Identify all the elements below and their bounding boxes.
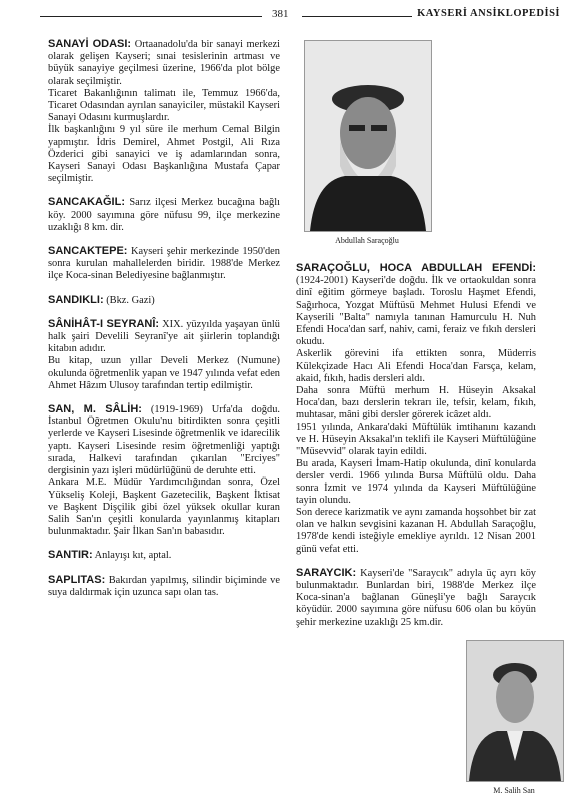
- entry-paragraph: [296, 507, 536, 556]
- entry-paragraph: [48, 355, 280, 392]
- entry: [48, 245, 280, 283]
- entry: [48, 549, 280, 562]
- entry-headword: SANDIKLI:: [48, 293, 104, 306]
- entry-headword: SANAYİ ODASI:: [48, 38, 132, 50]
- entry: [296, 567, 536, 629]
- photo-caption-m-salih-san: M. Salih San: [493, 786, 535, 795]
- entry-headword: SANCAKTEPE:: [48, 245, 128, 258]
- entry-text: Bu arada, Kayseri İmam-Hatip okulunda, dinî konularda dersler verdi. 1966 yılında Bursa Müftülü oldu. Daha sonra İzmit ve 1974 yılında da Kayseri Müftülüğüne tayin olundu.: [296, 458, 536, 506]
- entry-headword: SANCAKAĞIL:: [48, 196, 125, 209]
- entry-paragraph: [48, 549, 280, 562]
- entry-headword: SAPLITAS:: [48, 573, 106, 586]
- entry-paragraph: [48, 403, 280, 477]
- entry-paragraph: [48, 124, 280, 185]
- entry: [48, 38, 280, 185]
- entry: [48, 403, 280, 538]
- entry-text: Kayseri'de "Saraycık" adıyla üç ayrı köy bulunmaktadır. Bunlardan biri, 1988'de Merkez ilçe Koca-sinan'a bağlanan Güneşli'ye bağlı Saraycık köyüdür. 2000 sayımına göre nüfusu 606 olan bu köyün şehir merkezine uzaklığı 25 km.dir.: [296, 567, 536, 628]
- entry-text: Kayseri şehir merkezinde 1950'den sonra kurulan mahallelerden biridir. 1988'de Merkez ilçe Koca-sinan Belediyesine bağlanmıştır.: [48, 246, 280, 282]
- entry: [48, 574, 280, 599]
- entry-text: (Bkz. Gazi): [106, 294, 155, 306]
- entry-headword: SARAYCIK:: [296, 566, 357, 579]
- entry-paragraph: [296, 422, 536, 459]
- photo-abdullah-saracoglu: [304, 40, 432, 232]
- page-number: 381: [272, 8, 289, 20]
- entry-text: Ortaanadolu'da bir sanayi merkezi olarak gelişen Kayseri; sınai tesislerinin artması ve büyük sanayiye geçilmesi üzerine, 1966'da plot bölge olarak seçilmiştir.: [48, 39, 281, 87]
- left-column: [48, 38, 280, 610]
- entry-text: 1951 yılında, Ankara'daki Müftülük imtihanını kazandı ve H. Hüseyin Aksakal'ın teklifi ile Kayseri Müftülüğüne "Müsevvid" olarak tayin edildi.: [296, 421, 536, 458]
- header-title: KAYSERİ ANSİKLOPEDİSİ: [417, 8, 560, 19]
- header-rule-left: [40, 16, 262, 17]
- entry-text: Sarız ilçesi Merkez bucağına bağlı köy. 2000 sayımına göre nüfusu 99, ilçe merkezine uzaklığı 8 km. dir.: [48, 197, 280, 233]
- entry-text: İlk başkanlığını 9 yıl süre ile merhum Cemal Bilgin yapmıştır. İdris Demirel, Ahmet Postgil, Ali Rıza Özderici gibi sanayici ve iş adamlarından sonra, Kayseri Sanayi Odası Başkanlığına Mustafa Çapar seçilmiştir.: [48, 124, 280, 185]
- entry-paragraph: [296, 348, 536, 385]
- photo-m-salih-san: [466, 640, 564, 782]
- right-column: [296, 262, 536, 640]
- entry: [48, 196, 280, 234]
- entry: [48, 318, 280, 392]
- header-rule-right: [302, 16, 412, 17]
- entry-paragraph: [296, 262, 536, 348]
- entry-paragraph: [48, 294, 280, 307]
- entry-headword: SANTIR:: [48, 549, 93, 562]
- entry-paragraph: [296, 458, 536, 507]
- entry-text: (1924-2001) Kayseri'de doğdu. İlk ve ortaokuldan sonra dinî eğitim görmeye başladı. Toroslu Haşmet Efendi, Sağırhoca, Yozgat Müftüsü Mehmet Hulusi Efendi ve Kayserili "Balta" namıyla tanınan Hamurculu H. Nuh Efendi Hoca'dan sarf, nahiv, cami, feraiz ve fıkıh dersleri okudu.: [296, 275, 536, 348]
- entry-paragraph: [48, 318, 280, 356]
- photo-caption-abdullah-saracoglu: Abdullah Saraçoğlu: [335, 236, 399, 245]
- entry-text: Anlayışı kıt, aptal.: [94, 550, 172, 562]
- entry-text: Ankara M.E. Müdür Yardımcılığından sonra, Özel Yükseliş Koleji, Başkent Gazetecilik, Başkent İktisat ve Başkent Dişçilik gibi özel yüksek okullar kuran Salih San'ın çeşitli konularda yayınlanmış kitapları bulunmaktadır. Şair İlkan San'ın babasıdır.: [48, 477, 280, 538]
- entry-text: Askerlik görevini ifa ettikten sonra, Müderris Külekçizade Hacı Ali Efendi Hoca'dan Farsça, kelam, akaid, fıkıh, hadis dersleri aldı.: [296, 348, 536, 384]
- entry-text: XIX. yüzyılda yaşayan ünlü halk şairi Develili Seyranî'ye ait şiirlerin toplandığı kitabın adıdır.: [48, 318, 280, 355]
- entry-text: Daha sonra Müftü merhum H. Hüseyin Aksakal Hoca'dan, bazı derslerin tekrarı ile, tefsir, kelam, fıkıh, muhtasar, mâni gibi dersler görerek icâzet aldı.: [296, 385, 536, 421]
- page-header: [40, 8, 560, 24]
- entry-paragraph: [48, 477, 280, 538]
- entry: [48, 294, 280, 307]
- entry-paragraph: [48, 88, 280, 125]
- entry-headword: SÂNİHÂT-I SEYRANÎ:: [48, 317, 160, 330]
- entry-text: (1919-1969) Urfa'da doğdu. İstanbul Öğretmen Okulu'nu bitirdikten sonra çeşitli yerlerde ve Kayseri Lisesinde öğretmenlik ve idarecilik yaptı. Kayseri Lisesinde resim öğretmenliği yaptığı sırada, Halkevi tarafından çıkarılan "Erciyes" dergisinin yazı işleri müdürlüğünü de deruhte etti.: [48, 404, 280, 477]
- entry-text: Ticaret Bakanlığının talimatı ile, Temmuz 1966'da, Ticaret Odasından ayrılan sanayiciler, müstakil Kayseri Sanayi Odasını kurmuşlardır.: [48, 87, 280, 124]
- entry: [296, 262, 536, 556]
- entry-headword: SARAÇOĞLU, HOCA ABDULLAH EFENDİ:: [296, 262, 536, 274]
- entry-paragraph: [48, 196, 280, 234]
- entry-paragraph: [48, 245, 280, 283]
- entry-text: Bu kitap, uzun yıllar Develi Merkez (Numune) okulunda öğretmenlik yapan ve 1947 yılında vefat eden Ahmet Hâzım Ulusoy tarafından tertip edilmiştir.: [48, 355, 280, 391]
- entry-paragraph: [296, 385, 536, 422]
- entry-headword: SAN, M. SÂLİH:: [48, 403, 142, 416]
- entry-text: Bakırdan yapılmış, silindir biçiminde ve suya daldırmak için uzunca sapı olan tas.: [48, 574, 280, 598]
- entry-paragraph: [296, 567, 536, 629]
- entry-paragraph: [48, 574, 280, 599]
- entry-paragraph: [48, 38, 280, 88]
- entry-text: Son derece karizmatik ve aynı zamanda hoşsohbet bir zat olan ve halkın sevgisini kazanan H. Abdullah Saraçoğlu, 1978'de kendi isteğiyle emekliye ayrıldı. 12 Nisan 2001 günü vefat etti.: [296, 507, 536, 555]
